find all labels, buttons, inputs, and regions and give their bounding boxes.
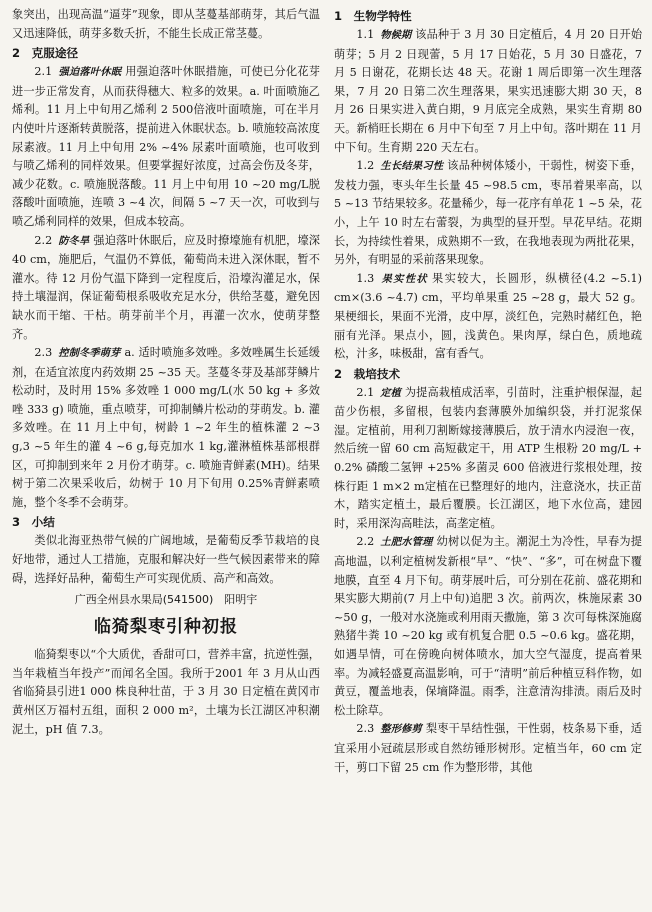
paragraph-2-1-planting <box>334 384 642 534</box>
subsection-number: 2.1 <box>356 385 375 399</box>
subsection-title: 土肥水管理 <box>380 537 433 549</box>
paragraph-2-2 <box>12 232 320 345</box>
paragraph-text: 为提高栽植成活率，引苗时，注重护根保湿，起苗少伤根，多留根，包装内套薄膜外加编织袋，并打泥浆保湿。定植前，用利刀割断嫁接薄膜后，放于清水内浸泡一夜，然后统一留 60 cm 高短截定干，用 ATP 生根粉 20 mg/L + 0.2% 磷酸二氢钾 +25% 多菌灵 600 倍液进行浆根处理，按株行距 1 m×2 m定植在已整理好的地内，注意浇水，扶正苗木，踏实定植土，最后覆膜。长江湖区，地下水位高，建园时，采用深沟高畦法，高垄定植。 <box>334 385 642 530</box>
subsection-number: 2.3 <box>34 346 53 360</box>
subsection-title: 物候期 <box>380 30 412 41</box>
paragraph-text: 强迫落叶休眠后，应及时撩壕施有机肥，壕深 40 cm，施肥后，气温仍不算低，葡萄尚未进入深休眠，暂不灌水。待 12 月份气温下降到一定程度后，沿壕沟灌足水，保持土壤湿润，保证葡萄根系吸收充足水分，供给茎蔓，避免因缺水而干缩、干枯。萌芽前半个月，再灌一次水，使萌芽整齐。 <box>12 233 320 341</box>
section-heading-overcome: 2 克服途径 <box>12 46 79 61</box>
paragraph-2-2-soil <box>334 533 642 720</box>
paragraph-text: 梨枣干旱结性强，干性弱，枝条易下垂，适宜采用小冠疏层形或自然纺锤形树形。定植当年，60 cm 定干，剪口下留 25 cm 作为整形带，其他 <box>334 722 642 774</box>
subsection-number: 2.2 <box>34 233 53 247</box>
subsection-title: 定植 <box>380 387 401 399</box>
subsection-number: 2.3 <box>356 722 375 736</box>
paragraph-text: 该品种于 3 月 30 日定植后，4 月 20 日开始萌芽；5 月 2 日现蕾，5 月 17 日始花，5 月 30 日盛花，7 月 5 日谢花，花期长达 48 天。花谢 1 周后即第一次生理落果，7 月 20 日第二次生理落果，果实迅速膨大期 30 天，8 月 26 日果实进入黄白期，9 月底完全成熟，果实生育期 80 天。新梢旺长期在 6 月中下旬至 7 月上中旬。落叶期在 11 月中下旬。生育期 220 天左右。 <box>334 28 642 154</box>
paragraph-2-3 <box>12 344 320 512</box>
paragraph-text: 用强迫落叶休眠措施，可使已分化花芽进一步正常发育，从而获得穗大、粒多的效果。a. 叶面喷施乙烯利。11 月上中旬用乙烯利 2 500倍液叶面喷施，可在半月内使叶片逐渐转黄脱落，提前进入休眠状态。b. 喷施较高浓度尿素液。11 月上中旬用 2% ~4% 尿素叶面喷施，也可收到与喷乙烯利的同样效果。但要掌握好浓度，过高会伤及冬芽，减少花数。c. 喷施脱落酸。11 月上中旬用 10 ~20 mg/L脱落酸叶面喷施，连喷 3 ~4 次，间隔 5 ~7 天一次，可收到与喷乙烯利同样的效果，但成本较高。 <box>12 65 320 228</box>
subsection-number: 1.3 <box>356 271 375 285</box>
paragraph-1-2 <box>334 157 642 270</box>
subsection-title: 控制冬季萌芽 <box>58 348 121 360</box>
paragraph-2-3-pruning <box>334 720 642 777</box>
subsection-title: 整形修剪 <box>380 724 422 736</box>
section-heading-cultivation: 2 栽培技术 <box>334 366 401 381</box>
paragraph-1-3 <box>334 270 642 364</box>
subsection-number: 2.1 <box>34 65 53 79</box>
paragraph-2-1 <box>12 63 320 231</box>
article-intro-paragraph: 临猗梨枣以“个大质优，香甜可口，营养丰富，抗逆性强，当年栽植当年投产”而闻名全国。我所于2001 年 3 月从山西省临猗县引进1 000 株良种壮苗，于 3 月 30 日定植在黄冈市黄州区万福村五组，面积 2 000 m²，土壤为长江湖区冲积潮泥土，pH 值 7.3。 <box>12 648 320 736</box>
subsection-number: 1.1 <box>356 28 375 41</box>
left-column <box>12 6 320 904</box>
paragraph-text: a. 适时喷施多效唑。多效唑属生长延缓剂，在适宜浓度内药效期 25 ~35 天。茎蔓冬芽及基部芽鳞片松动时，及时用 15% 多效唑 1 000 mg/L(水 50 kg + 多效唑 333 g) 喷施，重点喷芽，可抑制鳞片松动的芽萌发。b. 灌多效唑。在 11 月上中旬，树龄 1 ~2 年生的植株灌 2 ~3 g,3 ~5 年生的灌 4 ~6 g,每克加水 1 kg,灌淋植株基部根群区，可抑制到来年 2 月份才萌芽。c. 喷施青鲜素(MH)。结果树于第二次果采收后，幼树于 10 月下旬用 0.25%青鲜素喷施，整个冬季不会萌芽。 <box>12 346 320 509</box>
right-column <box>334 6 642 904</box>
subsection-title: 强迫落叶休眠 <box>58 67 122 79</box>
author-signature: 广西全州县水果局(541500) 阳明宇 <box>74 593 258 607</box>
article-title: 临猗梨枣引种初报 <box>94 617 238 638</box>
section-heading-biology: 1 生物学特性 <box>334 9 412 23</box>
subsection-title: 防冬旱 <box>58 235 90 247</box>
subsection-number: 1.2 <box>356 159 375 173</box>
subsection-number: 2.2 <box>356 535 375 549</box>
subsection-title: 果实性状 <box>380 273 429 285</box>
paragraph-text: 该品种树体矮小，干弱性，树姿下垂，发枝力强，枣头年生长量 45 ~98.5 cm，枣吊着果率高，以 5 ~13 节结果较多。花量稀少，每一花序有单花 1 ~5 朵，花小，上午 10 时左右蕾裂，为典型的昼开型。早花早结。花期长，为持续性着果，成熟期不一致，在我地表现为两批花果，另外，有明显的采前落果现象。 <box>334 159 642 267</box>
paragraph-text: 幼树以促为主。潮泥土为冷性，早春为提高地温，以利定植树发新根“早”、“快”、“多”，可在树盘下覆地膜，直至 4 月下旬。萌芽展叶后，可分别在花前、盛花期和果实膨大期前(7 月上中旬)追肥 3 次。前两次，株施尿素 30 ~50 g，一般对水浇施或利用雨天撒施，第 3 次可每株深施腐熟猪牛粪 10 ~20 kg 或有机复合肥 0.5 ~0.6 kg。盛花期，如遇旱情，可在傍晚向树体喷水，加大空气湿度，提高着果率。为减轻盛夏高温影响，可于“清明”前后种植豆科作物，如黄豆，覆盖地表，保墒降温。雨季，注意清沟排渍。雨后及时松土除草。 <box>334 535 642 717</box>
paragraph-1-1 <box>334 26 642 157</box>
paragraph-text: 果实较大，长圆形，纵横径(4.2 ~5.1) cm×(3.6 ~4.7) cm，平均单果重 25 ~28 g，最大 52 g。果梗细长，果面不光滑，皮中厚，淡红色，完熟时赭红色，艳丽有光泽。果点小，圆，浅黄色。果肉厚，绿白色，质地疏松，汁多，味极甜，富有香气。 <box>334 271 642 361</box>
subsection-title: 生长结果习性 <box>380 161 444 173</box>
section-heading-summary: 3 小结 <box>12 515 55 530</box>
summary-paragraph: 类似北海亚热带气候的广阔地域，是葡萄反季节栽培的良好地带，通过人工措施，克服和解决好一些气候因素带来的障碍，选择好品种，葡萄生产可实现优质、高产和高效。 <box>12 534 320 585</box>
intro-continuation-paragraph: 象突出，出现高温“逼芽”现象，即从茎蔓基部萌芽，其后气温又迅速降低，萌芽多数夭折，不能生长成正常茎蔓。 <box>12 8 320 40</box>
